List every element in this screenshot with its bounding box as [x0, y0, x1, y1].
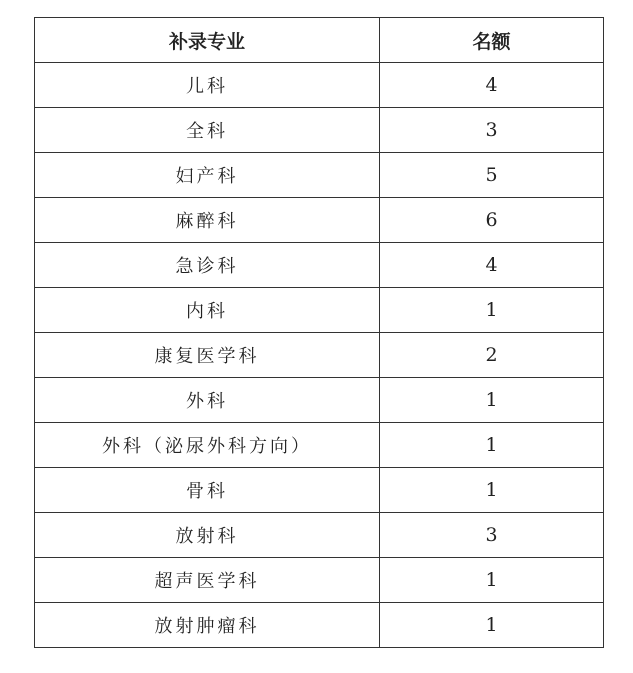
major-cell: 放射科: [35, 513, 380, 558]
major-cell: 外科（泌尿外科方向）: [35, 423, 380, 468]
quota-cell: 4: [380, 243, 604, 288]
header-major: 补录专业: [35, 18, 380, 63]
quota-cell: 2: [380, 333, 604, 378]
major-cell: 妇产科: [35, 153, 380, 198]
table-row: [35, 243, 604, 288]
table-row: [35, 378, 604, 423]
major-cell: 康复医学科: [35, 333, 380, 378]
major-cell: 急诊科: [35, 243, 380, 288]
quota-cell: 1: [380, 468, 604, 513]
quota-cell: 6: [380, 198, 604, 243]
table-row: [35, 513, 604, 558]
quota-cell: 1: [380, 423, 604, 468]
table-header-row: [35, 18, 604, 63]
major-cell: 儿科: [35, 63, 380, 108]
table-row: [35, 333, 604, 378]
quota-cell: 3: [380, 108, 604, 153]
header-quota: 名额: [380, 18, 604, 63]
major-cell: 内科: [35, 288, 380, 333]
quota-cell: 1: [380, 288, 604, 333]
table-row: [35, 423, 604, 468]
table-row: [35, 288, 604, 333]
major-cell: 全科: [35, 108, 380, 153]
table-row: [35, 198, 604, 243]
quota-cell: 3: [380, 513, 604, 558]
table-row: [35, 603, 604, 648]
quota-cell: 5: [380, 153, 604, 198]
table-row: [35, 63, 604, 108]
table-row: [35, 468, 604, 513]
quota-cell: 4: [380, 63, 604, 108]
major-cell: 放射肿瘤科: [35, 603, 380, 648]
table-row: [35, 558, 604, 603]
major-cell: 麻醉科: [35, 198, 380, 243]
table-row: [35, 153, 604, 198]
quota-table: [34, 17, 604, 648]
quota-cell: 1: [380, 603, 604, 648]
major-cell: 骨科: [35, 468, 380, 513]
major-cell: 外科: [35, 378, 380, 423]
quota-cell: 1: [380, 378, 604, 423]
table-row: [35, 108, 604, 153]
quota-cell: 1: [380, 558, 604, 603]
major-cell: 超声医学科: [35, 558, 380, 603]
